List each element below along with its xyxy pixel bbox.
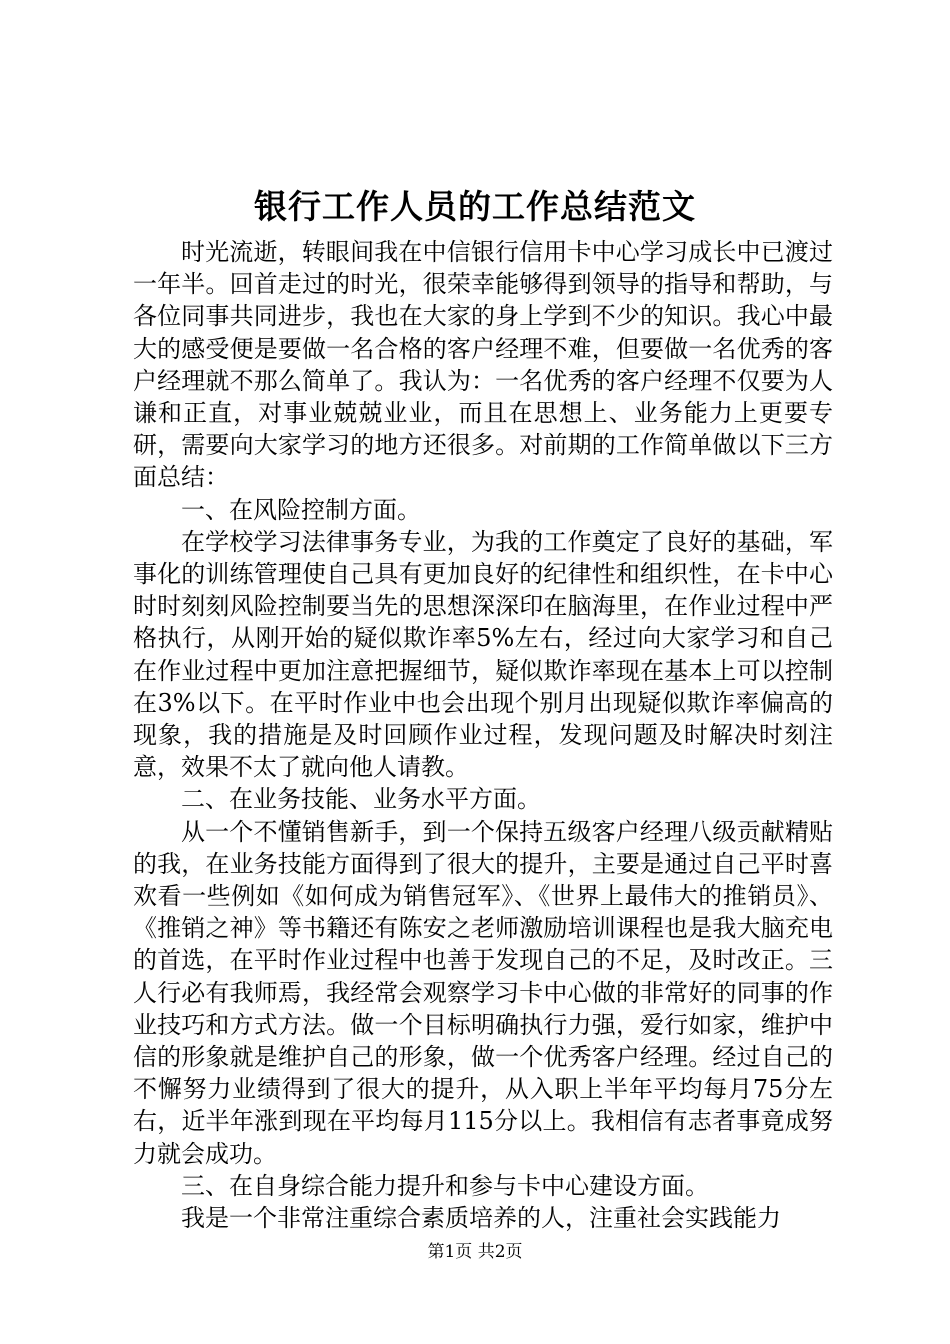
page-number-footer: 第1页 共2页 (427, 1242, 523, 1262)
section-heading-risk-control: 一、在风险控制方面。 (181, 495, 421, 524)
paragraph-intro: 时光流逝，转眼间我在中信银行信用卡中心学习成长中已渡过一年半。回首走过的时光，很荣幸能够得到领导的指导和帮助，与各位同事共同进步，我也在大家的身上学到不少的知识。我心中最大的感受便是要做一名合格的客户经理不难，但要做一名优秀的客户经理就不那么简单了。我认为：一名优秀的客户经理不仅要为人谦和正直，对事业兢兢业业，而且在思想上、业务能力上更要专研，需要向大家学习的地方还很多。对前期的工作简单做以下三方面总结： (133, 238, 833, 492)
section-heading-comprehensive-ability: 三、在自身综合能力提升和参与卡中心建设方面。 (181, 1171, 709, 1200)
section-heading-business-skills: 二、在业务技能、业务水平方面。 (181, 785, 541, 814)
document-title: 银行工作人员的工作总结范文 (254, 187, 696, 226)
document-body (133, 236, 833, 1234)
paragraph-risk-control: 在学校学习法律事务专业，为我的工作奠定了良好的基础，军事化的训练管理使自己具有更加良好的纪律性和组织性，在卡中心时时刻刻风险控制要当先的思想深深印在脑海里，在作业过程中严格执行，从刚开始的疑似欺诈率5%左右，经过向大家学习和自己在作业过程中更加注意把握细节，疑似欺诈率现在基本上可以控制在3%以下。在平时作业中也会出现个别月出现疑似欺诈率偏高的现象，我的措施是及时回顾作业过程，发现问题及时解决时刻注意，效果不太了就向他人请教。 (133, 527, 833, 782)
paragraph-business-skills: 从一个不懂销售新手，到一个保持五级客户经理八级贡献精贴的我，在业务技能方面得到了很大的提升，主要是通过自己平时喜欢看一些例如《如何成为销售冠军》、《世界上最伟大的推销员》、《推销之神》等书籍还有陈安之老师激励培训课程也是我大脑充电的首选，在平时作业过程中也善于发现自己的不足，及时改正。三人行必有我师焉，我经常会观察学习卡中心做的非常好的同事的作业技巧和方式方法。做一个目标明确执行力强，爱行如家，维护中信的形象就是维护自己的形象，做一个优秀客户经理。经过自己的不懈努力业绩得到了很大的提升，从入职上半年平均每月75分左右，近半年涨到现在平均每月115分以上。我相信有志者事竟成努力就会成功。 (133, 817, 833, 1168)
paragraph-comprehensive-ability: 我是一个非常注重综合素质培养的人，注重社会实践能力 (181, 1204, 781, 1233)
